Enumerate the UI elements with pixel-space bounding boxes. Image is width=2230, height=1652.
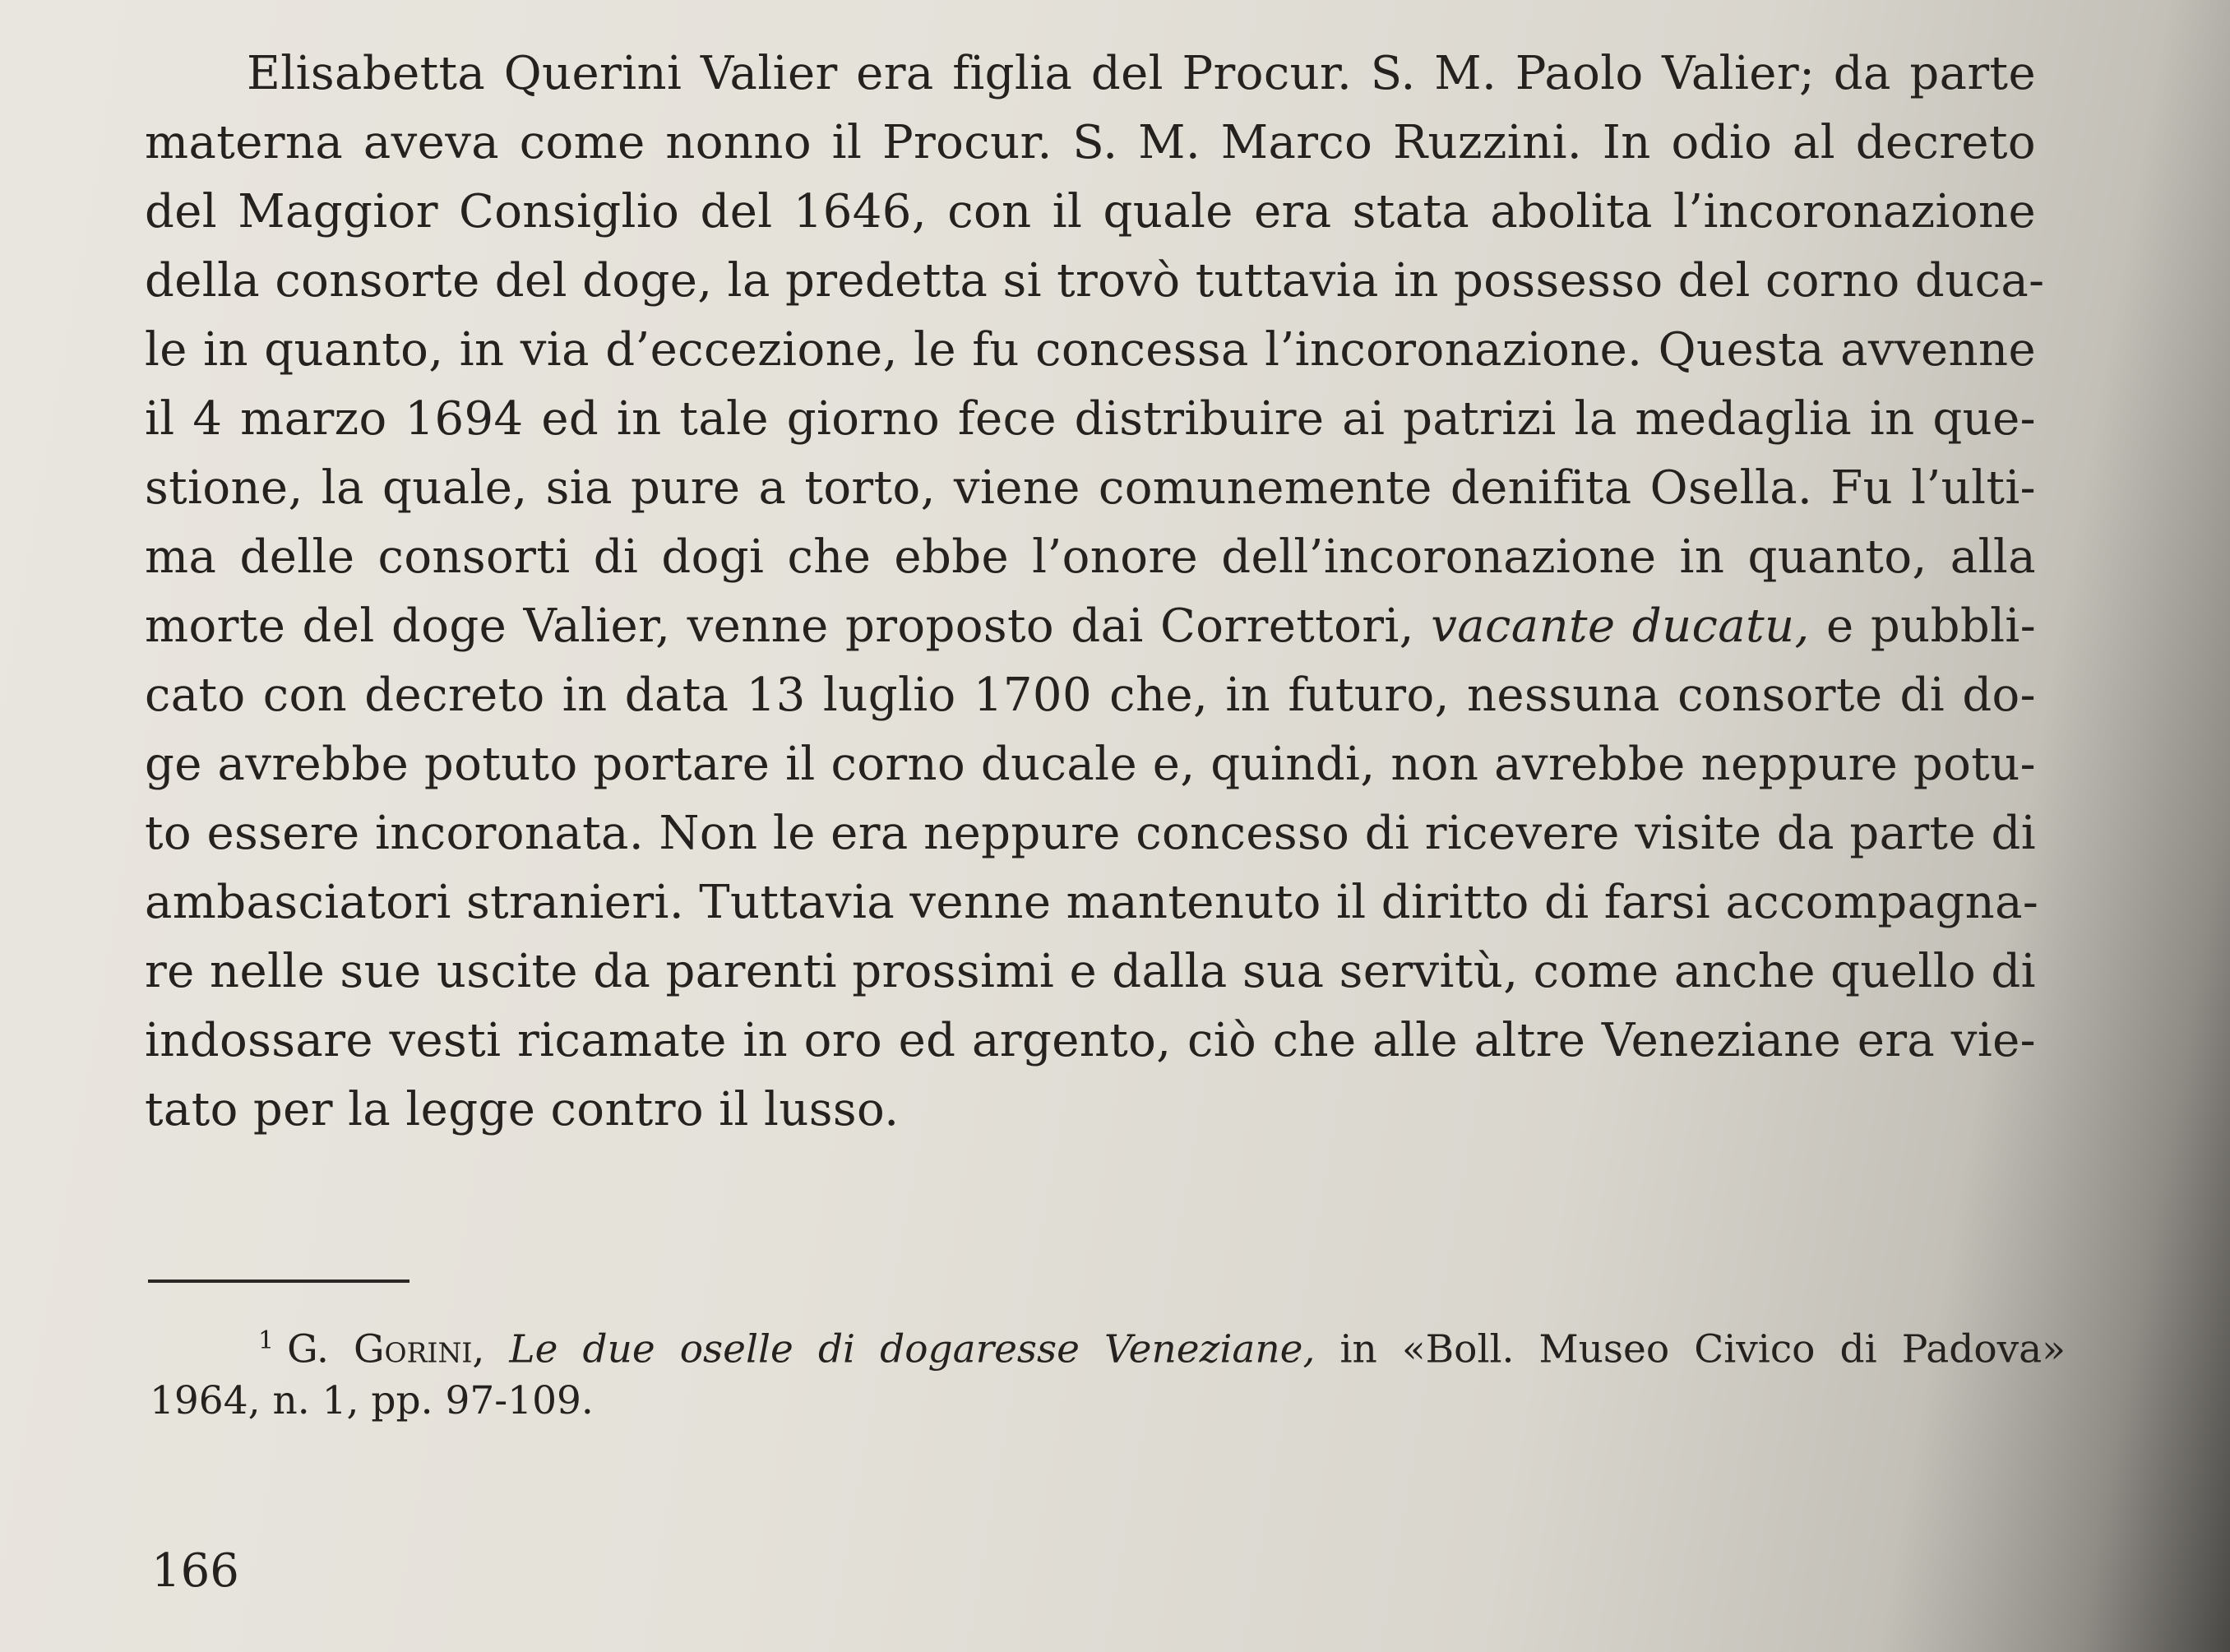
paragraph-line: il 4 marzo 1694 ed in tale giorno fece distribuire ai patrizi la medaglia in que- [145,392,2036,446]
line-text: morte del doge Valier, venne proposto dai Correttori, [145,599,1414,653]
paragraph-line: ma delle consorti di dogi che ebbe l’onore dell’incoronazione in quanto, alla [145,530,2036,584]
footnote-source: in «Boll. Museo Civico di Padova» [1339,1326,2066,1372]
footnote-author-surname: Gorini, [353,1326,485,1372]
paragraph-line: le in quanto, in via d’eccezione, le fu concessa l’incoronazione. Questa avvenne [145,323,2036,377]
italic-phrase: vacante ducatu, [1431,599,1810,653]
paragraph-line: materna aveva come nonno il Procur. S. M. Marco Ruzzini. In odio al decreto [145,116,2036,169]
paragraph-line: re nelle sue uscite da parenti prossimi e dalla sua servitù, come anche quello di [145,945,2036,998]
paragraph-line: to essere incoronata. Non le era neppure concesso di ricevere visite da parte di [145,807,2036,860]
footnote-title: Le due oselle di dogaresse Veneziane, [509,1326,1316,1372]
paragraph-line: ambasciatori stranieri. Tuttavia venne mantenuto il diritto di farsi accompagna- [145,876,2039,929]
paragraph-line: ge avrebbe potuto portare il corno ducale e, quindi, non avrebbe neppure potu- [145,738,2036,791]
line-text: e pubbli- [1826,599,2037,653]
paragraph-line: cato con decreto in data 13 luglio 1700 che, in futuro, nessuna consorte di do- [145,669,2036,722]
paragraph-line: del Maggior Consiglio del 1646, con il quale era stata abolita l’incoronazione [145,185,2036,238]
paragraph-line: Elisabetta Querini Valier era figlia del Procur. S. M. Paolo Valier; da parte [247,47,2036,100]
footnote-author-initial: G. [287,1326,329,1372]
footnote [150,1316,2066,1427]
paragraph-line: della consorte del doge, la predetta si trovò tuttavia in possesso del corno duca- [145,254,2045,308]
page-number: 166 [151,1544,239,1598]
paragraph-line: tato per la legge contro il lusso. [145,1083,900,1136]
paragraph-line: indossare vesti ricamate in oro ed argento, ciò che alle altre Veneziane era vie- [145,1014,2036,1067]
paragraph-line: stione, la quale, sia pure a torto, viene comunemente denifita Osella. Fu l’ulti- [145,461,2036,515]
footnote-divider [148,1279,409,1283]
footnote-line [150,1316,2066,1376]
footnote-marker: 1 [258,1326,275,1355]
footnote-line: 1964, n. 1, pp. 97-109. [150,1377,594,1423]
main-paragraph [145,39,2045,1145]
paragraph-line-with-italic [145,592,2036,661]
